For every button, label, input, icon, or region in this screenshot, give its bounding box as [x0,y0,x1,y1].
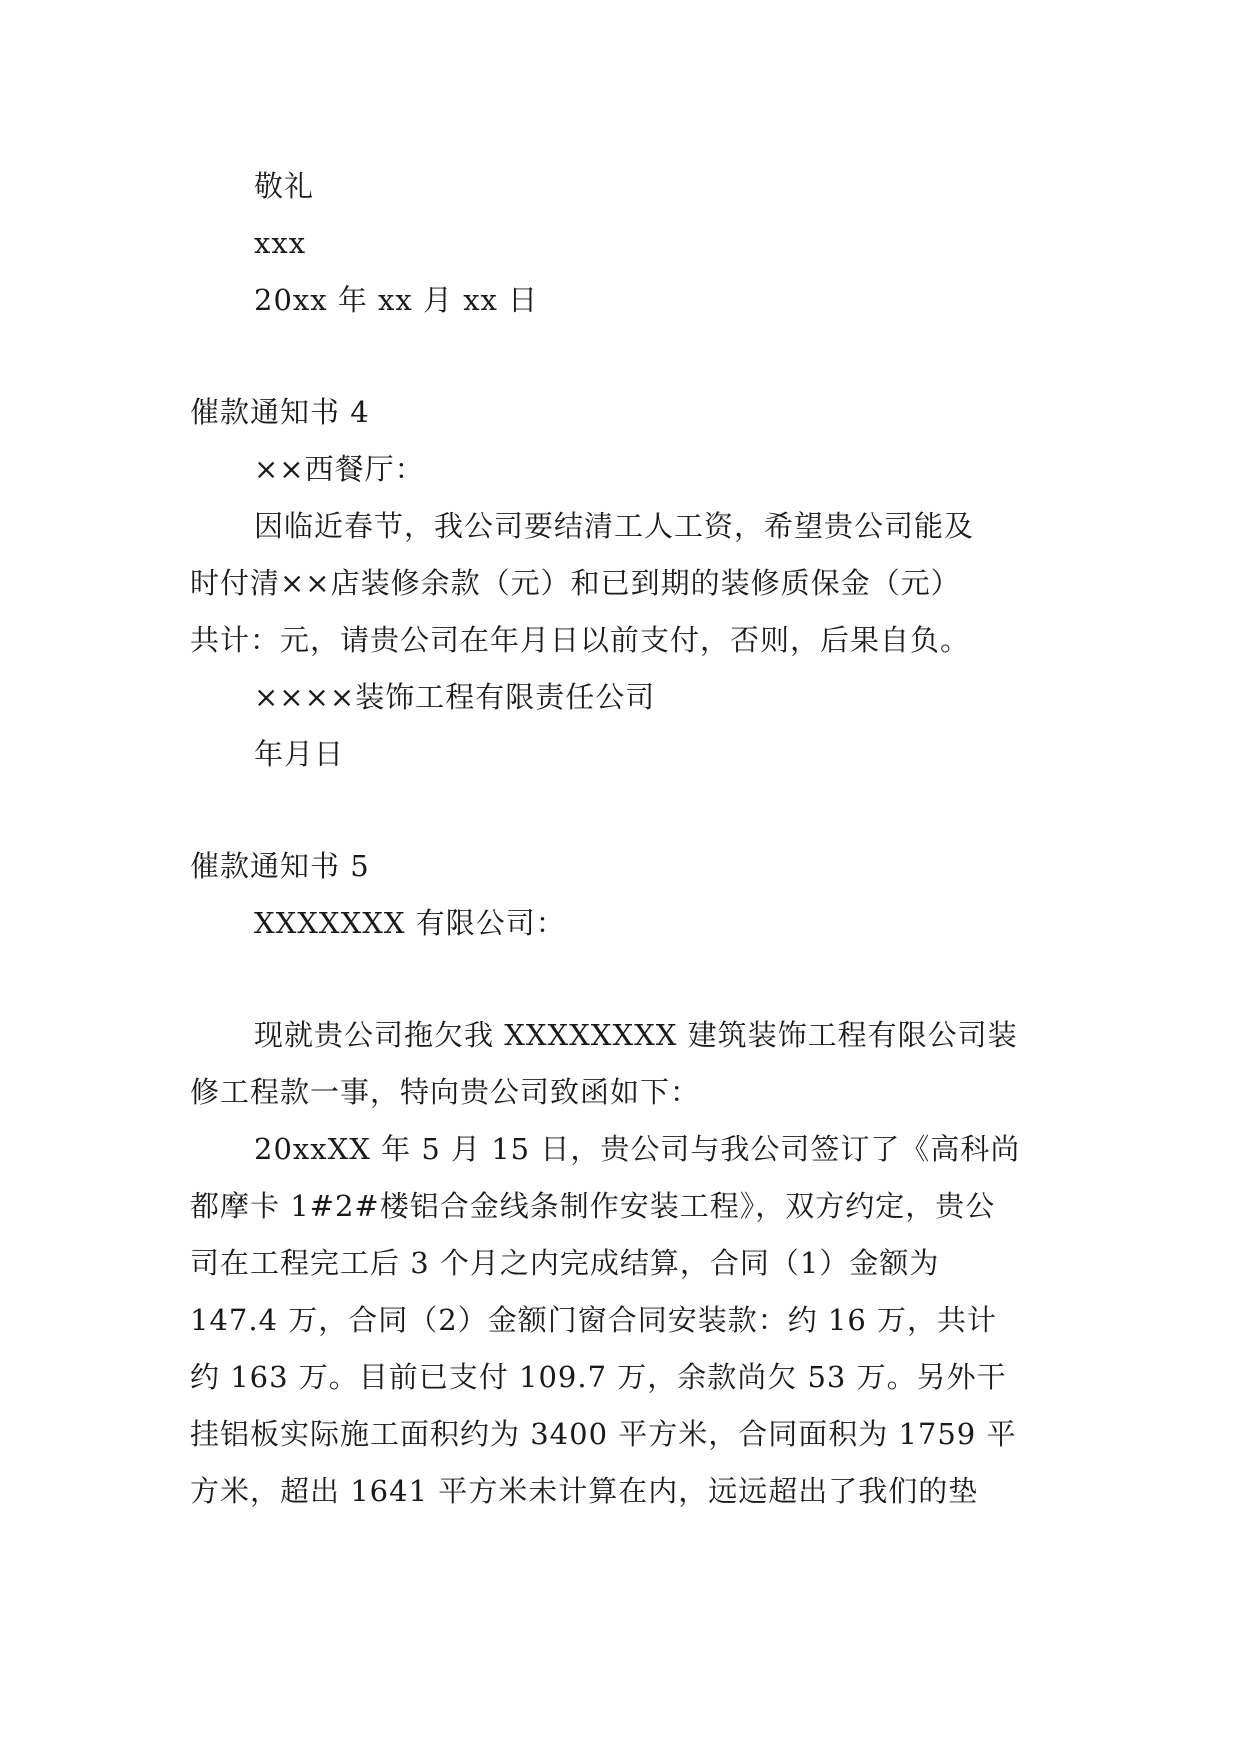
notice4-date: 年月日 [254,737,345,771]
notice5-para2-line: 方米，超出 1641 平方米未计算在内，远远超出了我们的垫 [190,1474,979,1508]
notice5-para2-line: 都摩卡 1#2#楼铝合金线条制作安装工程》，双方约定，贵公 [190,1189,996,1223]
notice5-para1-line: 修工程款一事，特向贵公司致函如下： [190,1075,701,1109]
notice5-para1-line: 现就贵公司拖欠我 XXXXXXXX 建筑装饰工程有限公司装 [254,1018,1018,1052]
notice5-para2-line: 挂铝板实际施工面积约为 3400 平方米，合同面积为 1759 平 [190,1417,1017,1451]
notice5-para2-line: 147.4 万，合同（2）金额门窗合同安装款：约 16 万，共计 [190,1303,998,1337]
notice5-para2-line: 司在工程完工后 3 个月之内完成结算，合同（1）金额为 [190,1246,940,1280]
notice5-para2-line: 约 163 万。目前已支付 109.7 万，余款尚欠 53 万。另外干 [190,1360,1007,1394]
notice4-recipient: ××西餐厅： [254,452,425,486]
notice5-title: 催款通知书 5 [190,849,370,883]
notice5-para2-line: 20xxXX 年 5 月 15 日，贵公司与我公司签订了《高科尚 [254,1132,1021,1166]
notice4-company: ××××装饰工程有限责任公司 [254,680,656,714]
closing-signer: xxx [254,226,307,260]
notice4-title: 催款通知书 4 [190,395,370,429]
notice4-body-line: 共计：元，请贵公司在年月日以前支付，否则，后果自负。 [190,623,971,657]
notice4-body-line: 时付清××店装修余款（元）和已到期的装修质保金（元） [190,566,961,600]
notice4-body-line: 因临近春节，我公司要结清工人工资，希望贵公司能及 [254,509,975,543]
closing-salute: 敬礼 [254,169,315,203]
notice5-recipient: XXXXXXX 有限公司： [254,906,566,940]
closing-date: 20xx 年 xx 月 xx 日 [254,283,539,317]
